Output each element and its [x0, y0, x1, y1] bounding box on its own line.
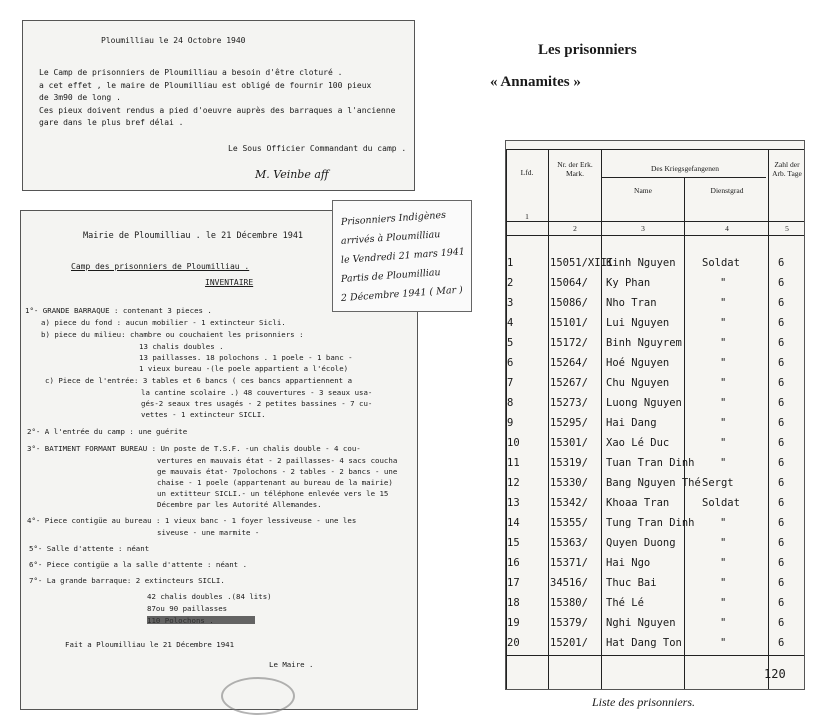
inventory-line: ge mauvais état- 7polochons - 2 tables - 2 bancs - une [157, 467, 398, 476]
letter-signature: M. Veinbe aff [255, 168, 329, 181]
row-name: Ky Phan [606, 277, 651, 289]
row-rank: " [720, 317, 727, 329]
row-number: 6 [507, 357, 514, 369]
inventory-line: un extitteur SICLI.- un téléphone enlevée vers le 15 [157, 489, 389, 498]
row-name: Thé Lé [606, 597, 644, 609]
row-days: 6 [778, 637, 785, 649]
row-rank: " [720, 297, 727, 309]
row-rank: " [720, 537, 727, 549]
official-stamp [221, 677, 295, 715]
column-number: 3 [641, 224, 645, 233]
row-days: 6 [778, 517, 785, 529]
row-name: Khoaa Tran [606, 497, 670, 509]
row-rank: " [720, 397, 727, 409]
row-mark: 15172/ [550, 337, 588, 349]
inventory-line: 1°- GRANDE BARRAQUE : contenant 3 pieces . [25, 306, 212, 315]
register-rule [506, 655, 804, 656]
row-days: 6 [778, 477, 785, 489]
row-number: 18 [507, 597, 520, 609]
row-rank: " [720, 577, 727, 589]
row-mark: 15342/ [550, 497, 588, 509]
row-mark: 15301/ [550, 437, 588, 449]
inventory-line: vettes - 1 extincteur SICLI. [141, 410, 266, 419]
row-mark: 15051/XIII [550, 257, 614, 269]
register-rule [506, 221, 804, 222]
row-mark: 15319/ [550, 457, 588, 469]
row-rank: " [720, 377, 727, 389]
row-name: Kinh Nguyen [606, 257, 676, 269]
row-mark: 15355/ [550, 517, 588, 529]
row-mark: 15363/ [550, 537, 588, 549]
row-mark: 15086/ [550, 297, 588, 309]
row-days: 6 [778, 297, 785, 309]
row-days: 6 [778, 597, 785, 609]
inventory-line: chaise - 1 poele (appartenant au bureau de la mairie) [157, 478, 393, 487]
row-days: 6 [778, 277, 785, 289]
row-number: 9 [507, 417, 514, 429]
inventory-line: 4°- Piece contigüe au bureau : 1 vieux banc - 1 foyer lessiveuse - une les [27, 516, 357, 525]
row-number: 1 [507, 257, 514, 269]
note-line: le Vendredi 21 mars 1941 [340, 246, 466, 266]
row-name: Xao Lé Duc [606, 437, 670, 449]
row-name: Hoé Nguyen [606, 357, 670, 369]
row-name: Nghi Nguyen [606, 617, 676, 629]
row-mark: 15101/ [550, 317, 588, 329]
row-rank: " [720, 617, 727, 629]
inventory-line: 6°- Piece contigüe a la salle d'attente : néant . [29, 560, 248, 569]
register-rule [684, 177, 685, 689]
row-days: 6 [778, 397, 785, 409]
row-rank: Soldat [702, 497, 740, 509]
row-rank: " [720, 357, 727, 369]
row-rank: Soldat [702, 257, 740, 269]
row-number: 12 [507, 477, 520, 489]
letter-signature-line: Le Sous Officier Commandant du camp . [228, 144, 407, 153]
inventory-line: Fait a Ploumilliau le 21 Décembre 1941 [65, 640, 235, 649]
row-number: 11 [507, 457, 520, 469]
row-name: Tung Tran Dinh [606, 517, 695, 529]
row-rank: " [720, 637, 727, 649]
column-number: 2 [573, 224, 577, 233]
inventory-line: 5°- Salle d'attente : néant [29, 544, 150, 553]
row-number: 5 [507, 337, 514, 349]
row-name: Binh Nguyrem [606, 337, 682, 349]
header-nr: Nr. der Erk. Mark. [557, 160, 593, 178]
row-mark: 15330/ [550, 477, 588, 489]
row-name: Lui Nguyen [606, 317, 670, 329]
row-rank: " [720, 557, 727, 569]
row-mark: 15379/ [550, 617, 588, 629]
register-caption: Liste des prisonniers. [592, 695, 696, 709]
row-name: Thuc Bai [606, 577, 657, 589]
row-days: 6 [778, 577, 785, 589]
row-number: 20 [507, 637, 520, 649]
row-days: 6 [778, 317, 785, 329]
row-rank: " [720, 517, 727, 529]
row-mark: 15064/ [550, 277, 588, 289]
row-name: Bang Nguyen Thé [606, 477, 701, 489]
row-days: 6 [778, 457, 785, 469]
row-name: Nho Tran [606, 297, 657, 309]
row-days: 6 [778, 437, 785, 449]
row-number: 10 [507, 437, 520, 449]
redaction-bar [147, 616, 255, 624]
register-rule [506, 149, 804, 150]
inventory-line: b) piece du milieu: chambre ou couchaient les prisonniers : [41, 330, 304, 339]
page-title: Les prisonniers [538, 42, 637, 58]
inventory-line: vertures en mauvais état - 2 paillasses- 4 sacs coucha [157, 456, 398, 465]
column-number: 5 [785, 224, 789, 233]
row-days: 6 [778, 377, 785, 389]
row-number: 2 [507, 277, 514, 289]
header-lfd: Lfd. [520, 168, 534, 177]
row-mark: 34516/ [550, 577, 588, 589]
row-rank: " [720, 457, 727, 469]
column-number: 4 [725, 224, 729, 233]
row-name: Hat Dang Ton [606, 637, 682, 649]
inventory-camp-title: Camp des prisonniers de Ploumilliau . [71, 262, 250, 271]
row-name: Hai Dang [606, 417, 657, 429]
inventory-line: 1 vieux bureau -(le poele appartient a l'école) [139, 364, 349, 373]
letter-body [39, 67, 409, 130]
row-days: 6 [778, 537, 785, 549]
register-rule [601, 177, 766, 178]
letter-line: a cet effet , le maire de Ploumilliau est obligé de fournir 100 pieux [39, 80, 372, 90]
inventory-line: c) Piece de l'entrée: 3 tables et 6 bancs ( ces bancs appartiennent a [45, 376, 353, 385]
row-rank: " [720, 337, 727, 349]
row-rank: " [720, 277, 727, 289]
row-name: Quyen Duong [606, 537, 676, 549]
row-rank: " [720, 437, 727, 449]
header-rank: Dienstgrad [710, 186, 744, 195]
note-line: arrivés à Ploumilliau [340, 229, 441, 247]
register-rule [601, 149, 602, 689]
inventory-header: Mairie de Ploumilliau . le 21 Décembre 1941 [83, 231, 304, 241]
letter-line: Ces pieux doivent rendus a pied d'oeuvre auprès des barraques a l'ancienne [39, 105, 396, 115]
letter-line: de 3m90 de long . [39, 93, 121, 102]
row-number: 19 [507, 617, 520, 629]
row-name: Luong Nguyen [606, 397, 682, 409]
inventory-line: 13 chalis doubles . [139, 342, 224, 351]
row-number: 13 [507, 497, 520, 509]
row-number: 3 [507, 297, 514, 309]
inventory-line: a) piece du fond : aucun mobilier - 1 extincteur Sicli. [41, 318, 286, 327]
row-rank: " [720, 417, 727, 429]
header-days: Zahl der Arb. Tage [772, 160, 802, 178]
inventory-line: 13 paillasses. 18 polochons . 1 poele - 1 banc - [139, 353, 353, 362]
row-mark: 15371/ [550, 557, 588, 569]
row-number: 15 [507, 537, 520, 549]
row-number: 7 [507, 377, 514, 389]
inventory-line: 2°- A l'entrée du camp : une guérite [27, 427, 188, 436]
letter-1940 [22, 20, 415, 191]
letter-line: gare dans le plus bref délai . [39, 118, 184, 127]
row-name: Chu Nguyen [606, 377, 670, 389]
row-days: 6 [778, 357, 785, 369]
letter-line: Le Camp de prisonniers de Ploumilliau a besoin d'être cloturé . [39, 68, 343, 77]
note-line: 2 Décembre 1941 ( Mar ) [340, 284, 464, 304]
page-subtitle: « Annamites » [490, 74, 581, 90]
row-mark: 15201/ [550, 637, 588, 649]
row-rank: " [720, 597, 727, 609]
row-number: 17 [507, 577, 520, 589]
inventory-line: 7°- La grande barraque: 2 extincteurs SICLI. [29, 576, 225, 585]
inventory-title: INVENTAIRE [205, 278, 254, 287]
row-number: 14 [507, 517, 520, 529]
inventory-line: 87ou 90 paillasses [147, 604, 228, 613]
inventory-line: Décembre par les Autorité Allemandes. [157, 500, 322, 509]
total-days: 120 [764, 667, 786, 681]
row-name: Tuan Tran Dinh [606, 457, 695, 469]
row-days: 6 [778, 497, 785, 509]
row-name: Hai Ngo [606, 557, 651, 569]
row-number: 16 [507, 557, 520, 569]
row-days: 6 [778, 617, 785, 629]
header-lfd-mark: 1 [525, 212, 529, 221]
row-mark: 15295/ [550, 417, 588, 429]
row-days: 6 [778, 337, 785, 349]
row-mark: 15264/ [550, 357, 588, 369]
prisoner-register [505, 140, 805, 690]
inventory-line: 3°- BATIMENT FORMANT BUREAU : Un poste de T.S.F. -un chalis double - 4 cou- [27, 444, 361, 453]
register-rule [506, 235, 804, 236]
row-number: 8 [507, 397, 514, 409]
inventory-line: siveuse - une marmite - [157, 528, 260, 537]
header-name: Name [634, 186, 652, 195]
inventory-line: la cantine scolaire .) 48 couvertures - 3 seaux usa- [141, 388, 373, 397]
register-rule [768, 149, 769, 689]
note-line: Prisonniers Indigènes [340, 209, 447, 228]
inventory-line: Le Maire . [269, 660, 314, 669]
handwritten-note [332, 200, 472, 312]
letter-date: Ploumilliau le 24 Octobre 1940 [101, 36, 246, 45]
row-mark: 15380/ [550, 597, 588, 609]
inventory-line: 42 chalis doubles .(84 lits) [147, 592, 272, 601]
row-rank: Sergt [702, 477, 734, 489]
row-days: 6 [778, 417, 785, 429]
row-mark: 15267/ [550, 377, 588, 389]
inventory-line: gés-2 seaux tres usagés - 2 petites bassines - 7 cu- [141, 399, 373, 408]
row-mark: 15273/ [550, 397, 588, 409]
row-days: 6 [778, 557, 785, 569]
header-group: Des Kriegsgefangenen [650, 164, 720, 173]
note-line: Partis de Ploumilliau [340, 267, 441, 285]
row-number: 4 [507, 317, 514, 329]
register-rule [548, 149, 549, 689]
row-days: 6 [778, 257, 785, 269]
